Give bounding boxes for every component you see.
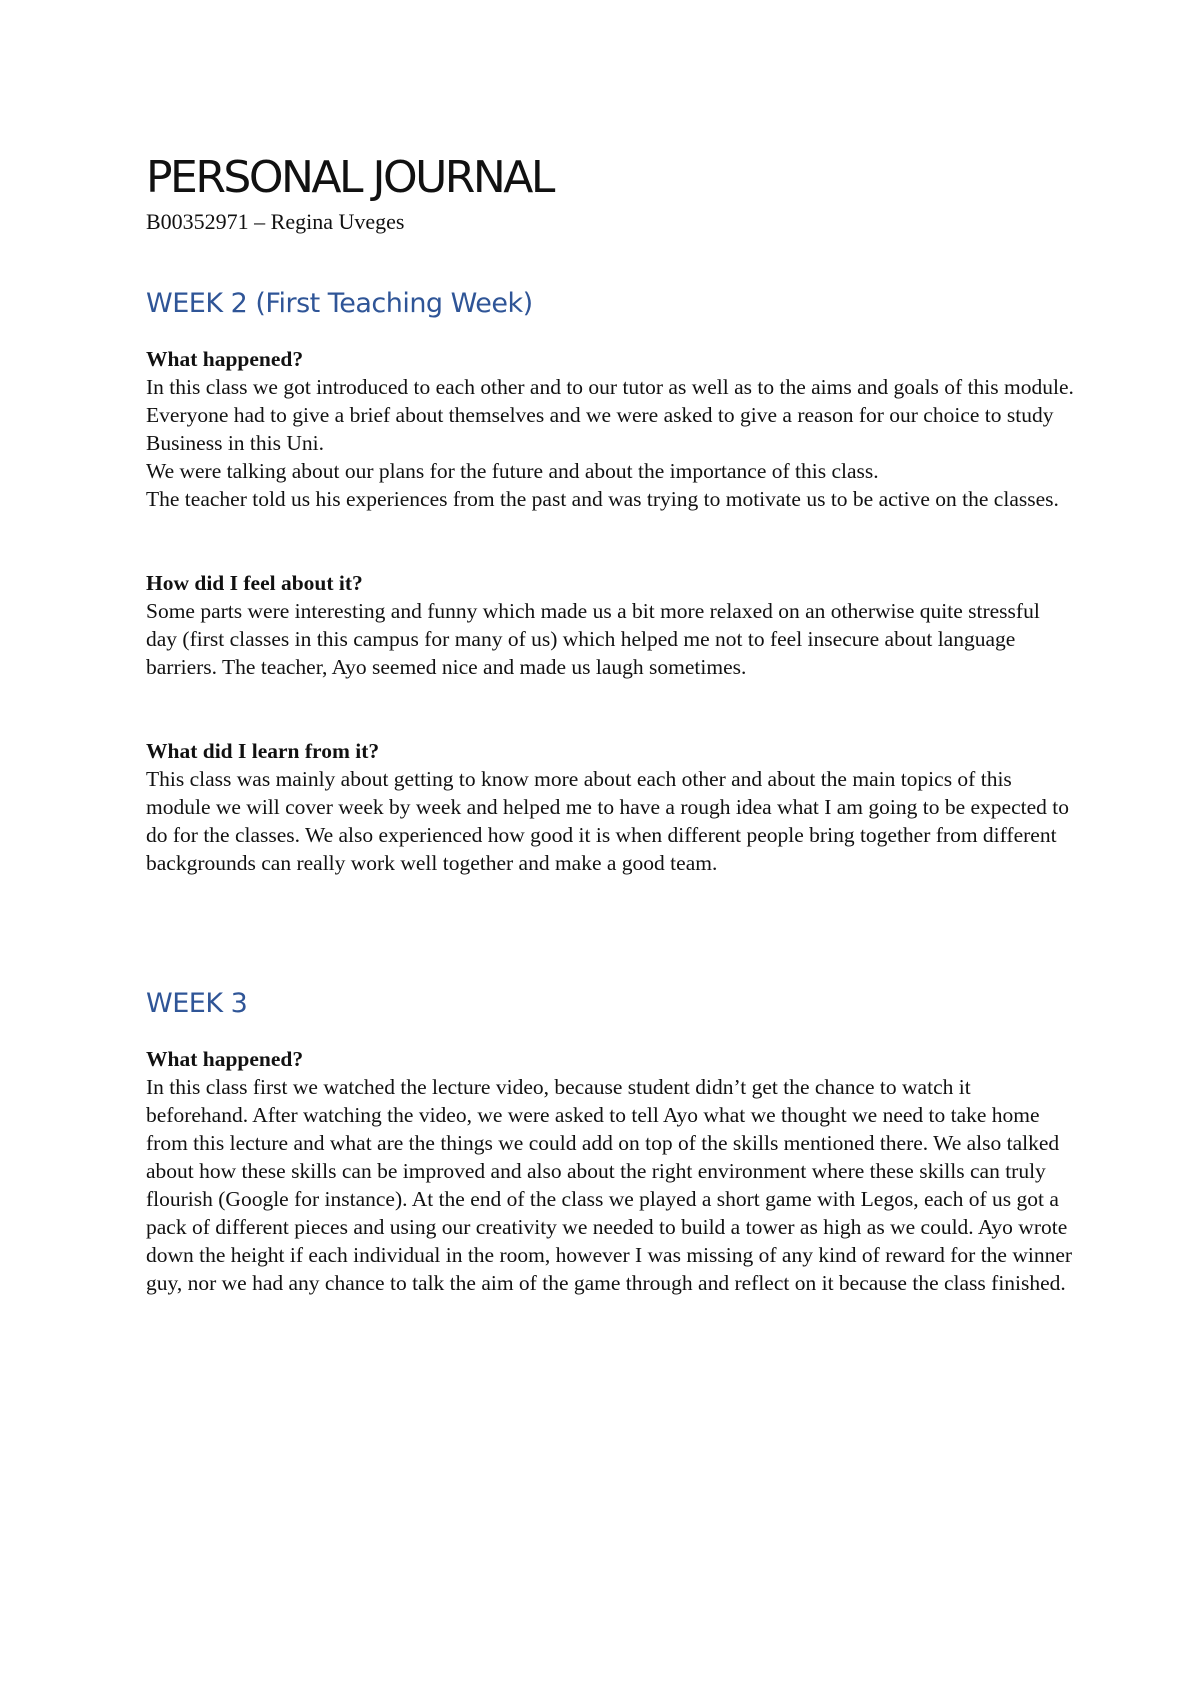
paragraph: In this class first we watched the lecture video, because student didn’t get the chance to watch it beforehand. After watching the video, we were asked to tell Ayo what we thought we need to take home from this lecture and what are the things we could add on top of the skills mentioned there. We also talked about how these skills can be improved and also about the right environment where these skills can truly flourish (Google for instance). At the end of the class we played a short game with Legos, each of us got a pack of different pieces and using our creativity we needed to build a tower as high as we could. Ayo wrote down the height if each individual in the room, however I was missing of any kind of reward for the winner guy, nor we had any chance to talk the aim of the game through and reflect on it because the class finished. [146, 1075, 1073, 1295]
week-3-section [146, 987, 1076, 1297]
paragraph: In this class we got introduced to each other and to our tutor as well as to the aims and goals of this module. [146, 375, 1074, 399]
paragraph: This class was mainly about getting to know more about each other and about the main topics of this module we will cover week by week and helped me to have a rough idea what I am going to be expected to do for the classes. We also experienced how good it is when different people bring together from different backgrounds can really work well together and make a good team. [146, 767, 1069, 875]
block-heading: How did I feel about it? [146, 571, 363, 595]
paragraph: We were talking about our plans for the future and about the importance of this class. [146, 459, 879, 483]
week-heading: WEEK 3 [146, 988, 248, 1019]
block-heading: What happened? [146, 1047, 304, 1071]
document-title: PERSONAL JOURNAL [146, 152, 553, 203]
week-heading: WEEK 2 (First Teaching Week) [146, 288, 533, 319]
paragraph: The teacher told us his experiences from the past and was trying to motivate us to be active on the classes. [146, 487, 1059, 511]
week-2-section [146, 287, 1076, 877]
how-did-i-feel-block [146, 569, 1076, 681]
what-did-i-learn-block [146, 737, 1076, 877]
student-id-name: B00352971 – Regina Uveges [146, 209, 405, 234]
what-happened-block [146, 345, 1076, 513]
block-heading: What happened? [146, 347, 304, 371]
what-happened-block [146, 1045, 1076, 1297]
document-body [146, 150, 1076, 1297]
block-heading: What did I learn from it? [146, 739, 380, 763]
paragraph: Some parts were interesting and funny which made us a bit more relaxed on an otherwise quite stressful day (first classes in this campus for many of us) which helped me not to feel insecure about language barriers. The teacher, Ayo seemed nice and made us laugh sometimes. [146, 599, 1040, 679]
paragraph: Everyone had to give a brief about themselves and we were asked to give a reason for our choice to study Business in this Uni. [146, 403, 1054, 455]
